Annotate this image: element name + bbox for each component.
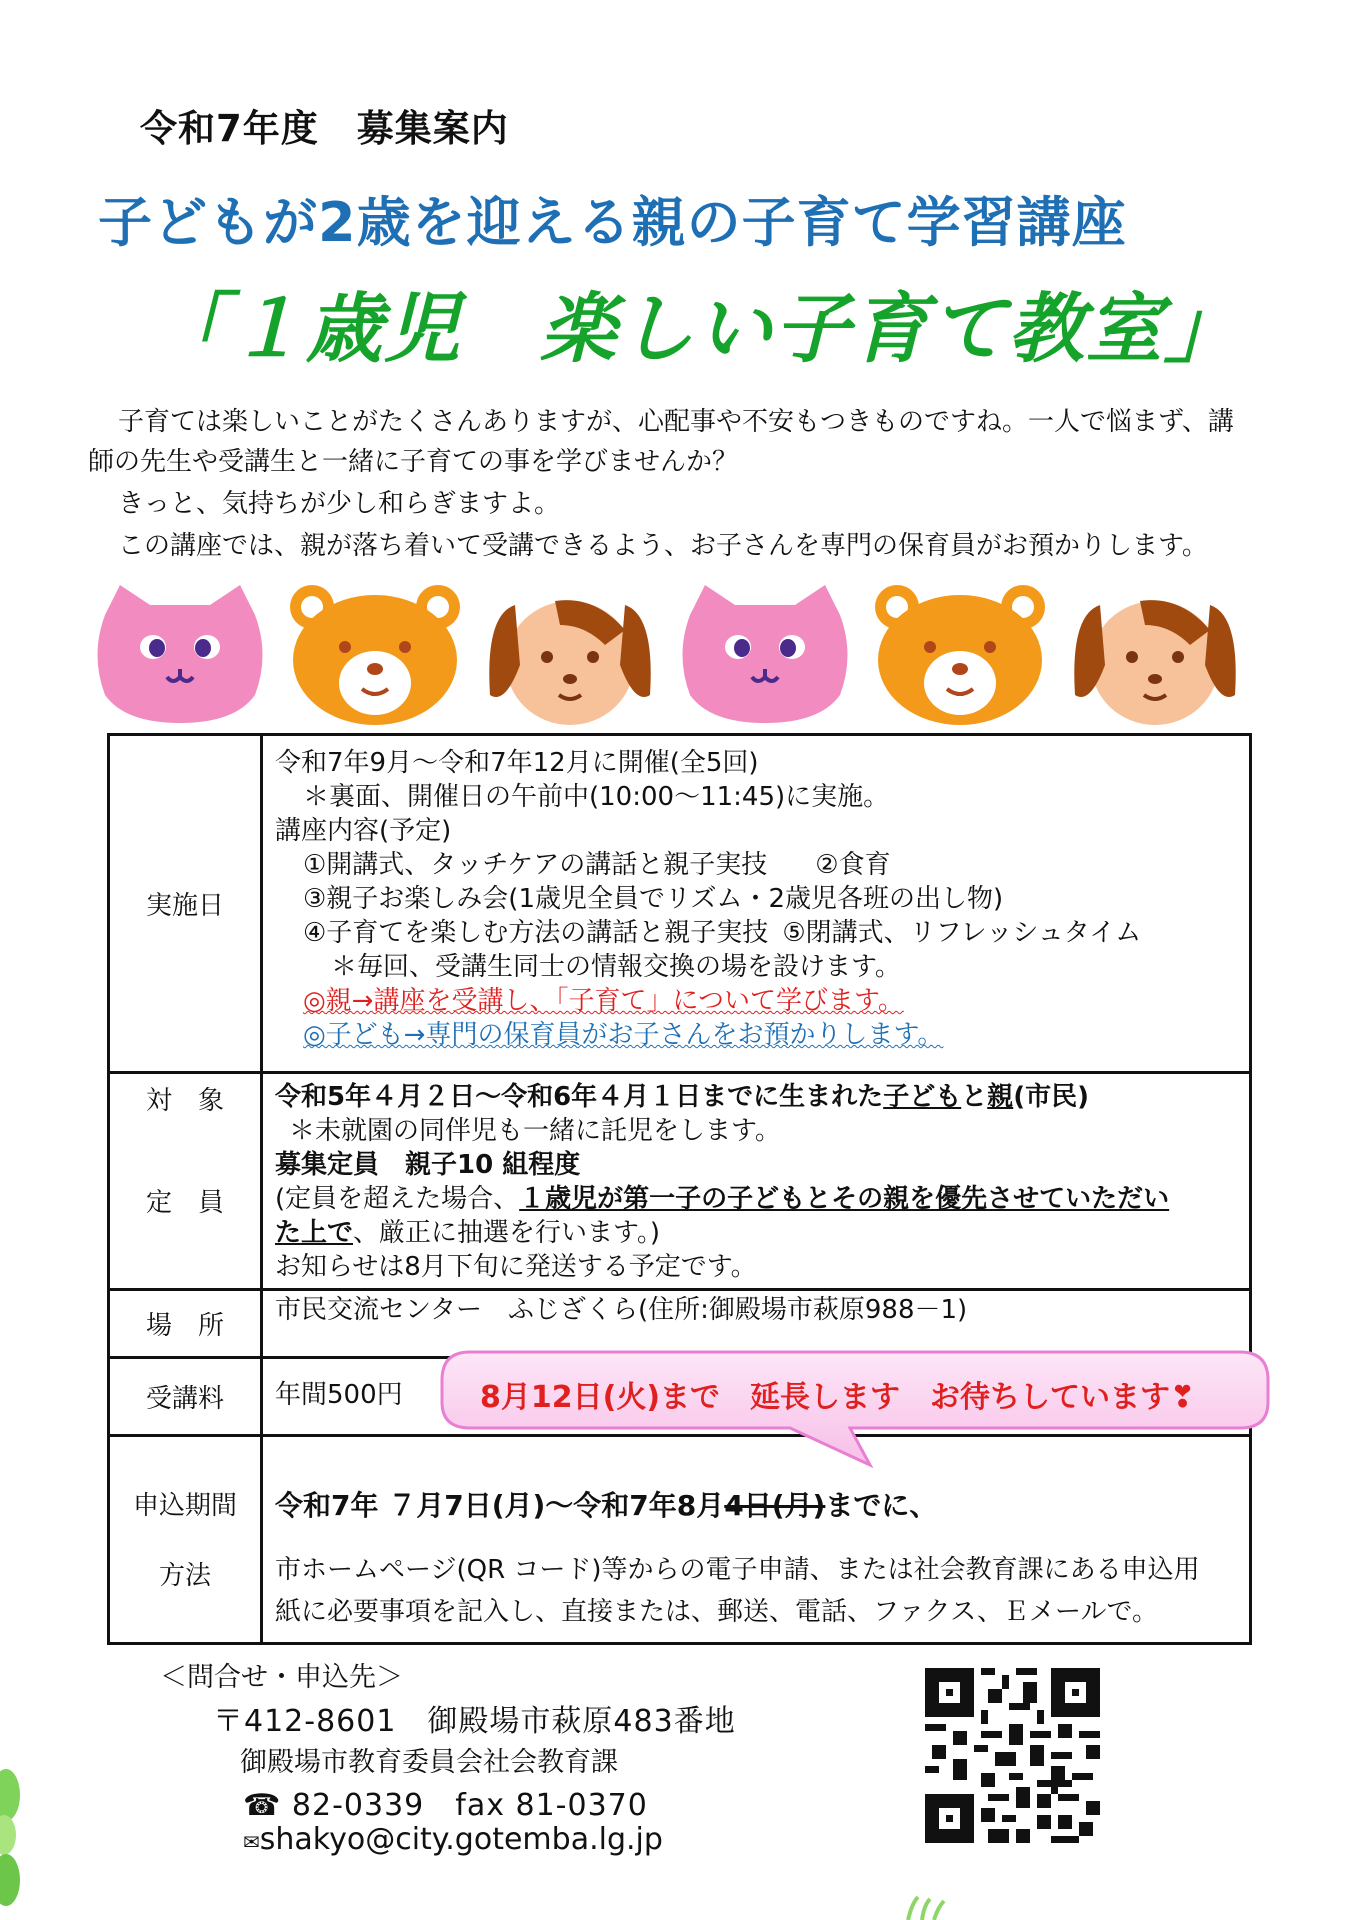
capacity-text: た上で: [275, 1218, 354, 1248]
capacity-line: 募集定員 親子10 組程度: [275, 1150, 581, 1180]
program-item: ⑤閉講式、リフレッシュタイム: [782, 918, 1142, 948]
contact-email: [243, 1822, 663, 1857]
target-text: 親: [987, 1082, 1014, 1112]
contact-heading: ＜問合せ・申込先＞: [160, 1662, 403, 1693]
schedule-line: [275, 916, 1249, 950]
capacity-text: １歳児が第一子の子どもとその親を優先させていただい: [519, 1184, 1170, 1214]
heart-icon: ❣: [1170, 1380, 1196, 1415]
row-place: [109, 1290, 1251, 1358]
capacity-text: (定員を超えた場合、: [275, 1184, 520, 1214]
period-old-date: 4日(月): [724, 1489, 826, 1522]
cat-face-icon: [683, 585, 848, 723]
leaf-decoration-icon: [0, 1765, 24, 1920]
row-schedule: [109, 735, 1251, 1073]
sprig-decoration-icon: [900, 1895, 960, 1920]
parent-note: ◎親→講座を受講し、「子育て」について学びます。: [303, 986, 904, 1016]
subtitle: 子どもが2歳を迎える親の子育て学習講座: [98, 191, 1127, 254]
bear-face-icon: [875, 585, 1045, 725]
mail-icon: ✉: [243, 1830, 260, 1854]
intro-line: 子育ては楽しいことがたくさんありますが、心配事や不安もつきものですね。一人で悩まず、講: [118, 407, 1234, 437]
main-title: 「１歳児 楽しい子育て教室」: [150, 284, 1242, 373]
period-label: 申込期間: [132, 1491, 237, 1521]
target-text: (市民): [1013, 1082, 1090, 1112]
dog-face-icon: [1074, 600, 1235, 725]
info-table: [107, 733, 1252, 1645]
capacity-text: 、厳正に抽選を行います。): [353, 1218, 661, 1248]
program-item: ④子育てを楽しむ方法の講話と親子実技: [303, 918, 769, 948]
place-label: 場 所: [109, 1290, 262, 1358]
target-text: 令和5年４月２日～令和6年４月１日までに生まれた: [275, 1082, 884, 1112]
intro-line: この講座では、親が落ち着いて受講できるよう、お子さんを専門の保育員がお預かりします。: [118, 531, 1208, 561]
period-line: [275, 1489, 1249, 1523]
target-text: 子ども: [883, 1082, 962, 1112]
capacity-line: [275, 1216, 1249, 1250]
target-labels: [109, 1073, 262, 1290]
capacity-line: [275, 1182, 1249, 1216]
schedule-line: 講座内容(予定): [275, 816, 452, 846]
schedule-content: [262, 735, 1251, 1073]
contact-address: 〒412-8601 御殿場市萩原483番地: [213, 1704, 736, 1739]
method-line: 市ホームページ(QR コード)等からの電子申請、または社会教育課にある申込用: [275, 1555, 1200, 1585]
qr-code-icon[interactable]: [925, 1668, 1100, 1843]
method-line: 紙に必要事項を記入し、直接または、郵送、電話、ファクス、Ｅメールで。: [275, 1597, 1158, 1627]
dog-face-icon: [489, 600, 650, 725]
method-label: 方法: [158, 1561, 211, 1591]
animal-faces-row: [95, 585, 1265, 725]
contact-phone: [243, 1780, 648, 1824]
fee-text: 年間500円: [275, 1379, 403, 1410]
program-item: ②食育: [815, 850, 891, 880]
intro-line: きっと、気持ちが少し和らぎますよ。: [118, 489, 561, 519]
child-note: ◎子ども→専門の保育員がお子さんをお預かりします。: [303, 1020, 944, 1050]
program-item: ①開講式、タッチケアの講話と親子実技: [303, 850, 768, 880]
schedule-line: ＊裏面、開催日の午前中(10:00～11:45)に実施。: [303, 782, 890, 812]
target-line: [275, 1080, 1249, 1114]
row-apply: [109, 1436, 1251, 1644]
year-heading: 令和7年度 募集案内: [140, 107, 509, 150]
email-link[interactable]: shakyo@city.gotemba.lg.jp: [259, 1822, 663, 1857]
capacity-line: お知らせは8月下旬に発送する予定です。: [275, 1252, 757, 1282]
fee-label: 受講料: [109, 1358, 262, 1436]
place-value: [262, 1290, 1251, 1358]
schedule-line: 令和7年9月～令和7年12月に開催(全5回): [275, 748, 759, 778]
callout-message: 8月12日(火)まで 延長します お待ちしています: [480, 1380, 1171, 1415]
period-text: 令和7年 ７月7日(月)～令和7年8月: [275, 1489, 725, 1522]
contact-department: 御殿場市教育委員会社会教育課: [240, 1747, 618, 1778]
capacity-label: 定 員: [145, 1188, 224, 1218]
apply-labels: [109, 1436, 262, 1644]
cat-face-icon: [98, 585, 263, 723]
intro-line: 師の先生や受講生と一緒に子育ての事を学びませんか？: [88, 447, 739, 477]
phone-text[interactable]: 82-0339 fax 81-0370: [291, 1788, 648, 1823]
schedule-line: ③親子お楽しみ会(1歳児全員でリズム・2歳児各班の出し物): [303, 884, 1004, 914]
phone-icon: ☎: [243, 1788, 282, 1823]
apply-content: [262, 1436, 1251, 1644]
period-text: までに、: [825, 1489, 938, 1522]
target-line: ＊未就園の同伴児も一緒に託児をします。: [289, 1116, 781, 1146]
row-target: [109, 1073, 1251, 1290]
schedule-label: 実施日: [109, 735, 262, 1073]
callout-text: [480, 1372, 1230, 1416]
schedule-line: ＊毎回、受講生同士の情報交換の場を設けます。: [331, 952, 901, 982]
place-text: 市民交流センター ふじざくら(住所:御殿場市萩原988－1): [275, 1295, 968, 1325]
bear-face-icon: [290, 585, 460, 725]
target-content: [262, 1073, 1251, 1290]
target-label: 対 象: [145, 1086, 224, 1116]
schedule-line: [275, 848, 1249, 882]
target-text: と: [961, 1082, 988, 1112]
